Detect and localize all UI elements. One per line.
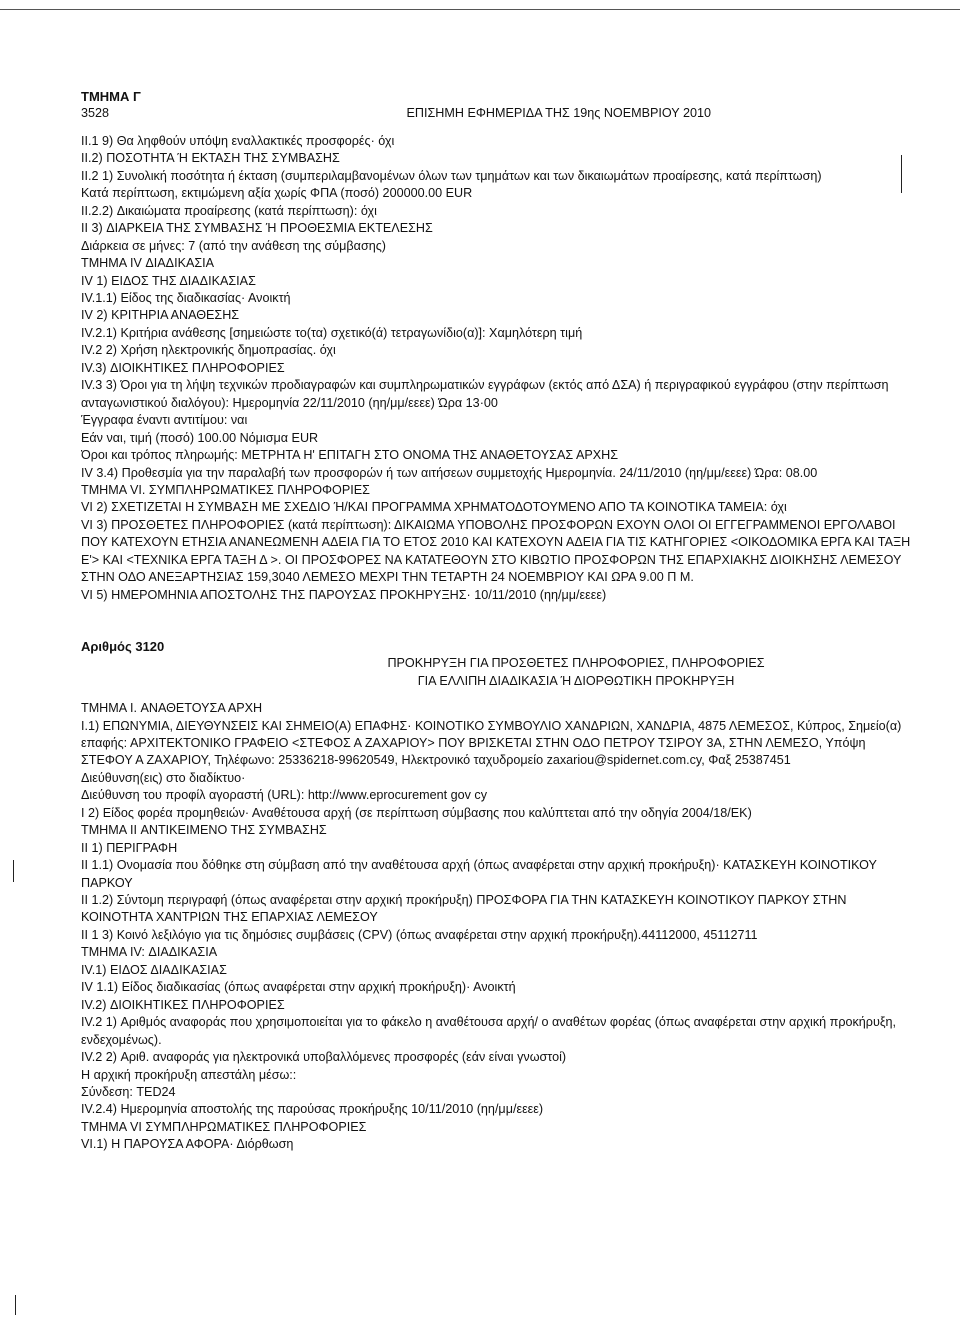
text-line: II 1) ΠΕΡΙΓΡΑΦΗ [81,840,178,855]
text-line: Εάν ναι, τιμή (ποσό) 100.00 Νόμισμα EUR [81,430,319,445]
text-line: VI.1) Η ΠΑΡΟΥΣΑ ΑΦΟΡΑ· Διόρθωση [81,1137,294,1152]
text-line: IV.1) ΕΙΔΟΣ ΔΙΑΔΙΚΑΣΙΑΣ [81,962,227,977]
text-line: Η αρχική προκήρυξη απεστάλη μέσω:: [81,1067,297,1082]
text-line: IV.2.4) Ημερομηνία αποστολής της παρούσας προκήρυξης 10/11/2010 (ηη/μμ/εεεε) [81,1102,544,1117]
notice-title [241,638,911,690]
notice-number: Αριθμός 3120 [81,639,165,655]
text-line: Έγγραφα έναντι αντιτίμου: ναι [81,413,248,428]
text-paragraph: I 2) Είδος φορέα προμηθειών· Αναθέτουσα αρχή (σε περίπτωση σύμβασης που καλύπτεται από την οδηγία 2004/18/ΕΚ) [81,805,752,820]
running-head [81,105,711,122]
text-line: Κατά περίπτωση, εκτιμώμενη αξία χωρίς ΦΠΑ (ποσό) 200000.00 EUR [81,186,473,201]
text-paragraph: II 1.2) Σύντομη περιγραφή (όπως αναφέρεται στην αρχική προκήρυξη) ΠΡΟΣΦΟΡΑ ΓΙΑ ΤΗΝ ΚΑΤΑΣΚΕΥΗ ΚΟΙΝΟΤΙΚΟΥ ΠΑΡΚΟΥ ΣΤΗΝ ΚΟΙΝΟΤΗΤΑ ΧΑΝΤΡΙΩΝ ΤΗΣ ΕΠΑΡΧΙΑΣ ΛΕΜΕΣΟΥ [81,893,847,925]
notice-title-line: ΓΙΑ ΕΛΛΙΠΗ ΔΙΑΔΙΚΑΣΙΑ Ή ΔΙΟΡΘΩΤΙΚΗ ΠΡΟΚΗΡΥΞΗ [417,673,735,688]
text-line: Διεύθυνση(εις) στο διαδίκτυο· [81,770,246,785]
section-header: ΤΜΗΜΑ Γ [81,89,141,104]
text-line: Όροι και τρόπος πληρωμής: ΜΕΤΡΗΤΑ Η' ΕΠΙΤΑΓΗ ΣΤΟ ΟΝΟΜΑ ΤΗΣ ΑΝΑΘΕΤΟΥΣΑΣ ΑΡΧΗΣ [81,448,619,463]
text-paragraph: II 1 3) Κοινό λεξιλόγιο για τις δημόσιες συμβάσεις (CPV) (όπως αναφέρεται στην αρχική προκήρυξη).44112000, 45112711 [81,927,758,942]
text-line: IV 1) ΕΙΔΟΣ ΤΗΣ ΔΙΑΔΙΚΑΣΙΑΣ [81,273,256,288]
text-line: II.2) ΠΟΣΟΤΗΤΑ Ή ΕΚΤΑΣΗ ΤΗΣ ΣΥΜΒΑΣΗΣ [81,151,340,166]
text-line: VI 5) ΗΜΕΡΟΜΗΝΙΑ ΑΠΟΣΤΟΛΗΣ ΤΗΣ ΠΑΡΟΥΣΑΣ ΠΡΟΚΗΡΥΞΗΣ· 10/11/2010 (ηη/μμ/εεεε) [81,587,607,602]
notice-title-line: ΠΡΟΚΗΡΥΞΗ ΓΙΑ ΠΡΟΣΘΕΤΕΣ ΠΛΗΡΟΦΟΡΙΕΣ, ΠΛΗΡΟΦΟΡΙΕΣ [387,656,765,671]
text-line: II.1 9) Θα ληφθούν υπόψη εναλλακτικές προσφορές· όχι [81,133,395,148]
text-line: II.2.2) Δικαιώματα προαίρεσης (κατά περίπτωση): όχι [81,203,377,218]
document-page [81,88,911,1154]
text-line: IV.2) ΔΙΟΙΚΗΤΙΚΕΣ ΠΛΗΡΟΦΟΡΙΕΣ [81,997,285,1012]
text-line: Διάρκεια σε μήνες: 7 (από την ανάθεση της σύμβασης) [81,238,386,253]
text-paragraph: II 1.1) Ονομασία που δόθηκε στη σύμβαση από την αναθέτουσα αρχή (όπως αναφέρεται στην αρχική προκήρυξη)· ΚΑΤΑΣΚΕΥΗ ΚΟΙΝΟΤΙΚΟΥ ΠΑΡΚΟΥ [81,858,877,890]
text-line: Σύνδεση: TED24 [81,1085,176,1100]
text-line: ΤΜΗΜΑ IV ΔΙΑΔΙΚΑΣΙΑ [81,256,215,271]
text-paragraph: VI 3) ΠΡΟΣΘΕΤΕΣ ΠΛΗΡΟΦΟΡΙΕΣ (κατά περίπτωση): ΔΙΚΑΙΩΜΑ ΥΠΟΒΟΛΗΣ ΠΡΟΣΦΟΡΩΝ ΕΧΟΥΝ ΟΛΟΙ ΟΙ ΕΓΓΕΓΡΑΜΜΕΝΟΙ ΕΡΓΟΛΑΒΟΙ ΠΟΥ ΚΑΤΕΧΟΥΝ ΕΤΗΣΙΑ ΑΝΑΝΕΩΜΕΝΗ ΑΔΕΙΑ ΓΙΑ ΤΟ ΕΤΟΣ 2010 ΚΑΙ ΚΑΤΕΧΟΥΝ ΑΔΕΙΑ ΓΙΑ ΤΙΣ ΚΑΤΗΓΟΡΙΕΣ <ΟΙΚΟΔΟΜΙΚΑ ΕΡΓΑ ΚΑΙ ΤΑΞΗ Ε'> ΚΑΙ <ΤΕΧΝΙΚΑ ΕΡΓΑ ΤΑΞΗ Δ >. ΟΙ ΠΡΟΣΦΟΡΕΣ ΝΑ ΚΑΤΑΤΕΘΟΥΝ ΣΤΟ ΚΙΒΩΤΙΟ ΠΡΟΣΦΟΡΩΝ ΤΗΣ ΕΠΑΡΧΙΑΚΗΣ ΔΙΟΙΚΗΣΗΣ ΛΕΜΕΣΟΥ ΣΤΗΝ ΟΔΟ ΑΝΕΞΑΡΤΗΣΙΑΣ 159,3040 ΛΕΜΕΣΟ ΜΕΧΡΙ ΤΗΝ ΤΕΤΑΡΤΗ 24 ΝΟΕΜΒΡΙΟΥ ΚΑΙ ΩΡΑ 9.00 Π Μ. [81,517,911,585]
text-line: IV.2.1) Κριτήρια ανάθεσης [σημειώστε το(τα) σχετικό(ά) τετραγωνίδιο(α)]: Χαμηλότερη τιμή [81,325,583,340]
scan-mark [15,1295,16,1315]
text-paragraph: IV.2 1) Αριθμός αναφοράς που χρησιμοποιείται για το φάκελο η αναθέτουσα αρχή/ ο αναθέτων φορέας (όπως αναφέρεται στην αρχική προκήρυξη, ενδεχομένως). [81,1015,897,1047]
text-paragraph: IV.3 3) Όροι για τη λήψη τεχνικών προδιαγραφών και συμπληρωματικών εγγράφων (εκτός από ΔΣΑ) ή περιγραφικού εγγράφου (στην περίπτωση ανταγωνιστικού διαλόγου): Ημερομηνία 22/11/2010 (ηη/μμ/εεεε) Ώρα 13·00 [81,378,889,410]
text-paragraph: IV 3.4) Προθεσμία για την παραλαβή των προσφορών ή των αιτήσεων συμμετοχής Ημερομηνία. 24/11/2010 (ηη/μμ/εεεε) Ώρα: 08.00 [81,465,818,480]
text-line: IV 1.1) Είδος διαδικασίας (όπως αναφέρεται στην αρχική προκήρυξη)· Ανοικτή [81,980,516,995]
text-line: ΤΜΗΜΑ VI ΣΥΜΠΛΗΡΩΜΑΤΙΚΕΣ ΠΛΗΡΟΦΟΡΙΕΣ [81,1119,367,1134]
text-line: ΤΜΗΜΑ IV: ΔΙΑΔΙΚΑΣΙΑ [81,945,218,960]
text-paragraph: II.2 1) Συνολική ποσότητα ή έκταση (συμπεριλαμβανομένων όλων των τμημάτων και των δικαιωμάτων προαίρεσης, κατά περίπτωση) [81,168,822,183]
notice-heading [81,638,911,690]
text-paragraph: VI 2) ΣΧΕΤΙΖΕΤΑΙ Η ΣΥΜΒΑΣΗ ΜΕ ΣΧΕΔΙΟ Ή/ΚΑΙ ΠΡΟΓΡΑΜΜΑ ΧΡΗΜΑΤΟΔΟΤΟΥΜΕΝΟ ΑΠΟ ΤΑ ΚΟΙΝΟΤΙΚΑ ΤΑΜΕΙΑ: όχι [81,500,787,515]
text-line: ΤΜΗΜΑ II ΑΝΤΙΚΕΙΜΕΝΟ ΤΗΣ ΣΥΜΒΑΣΗΣ [81,823,327,838]
text-line: IV.1.1) Είδος της διαδικασίας· Ανοικτή [81,290,291,305]
text-line: IV.2 2) Χρήση ηλεκτρονικής δημοπρασίας. όχι [81,343,336,358]
scan-top-line [0,9,960,10]
text-paragraph: I.1) ΕΠΩΝΥΜΙΑ, ΔΙΕΥΘΥΝΣΕΙΣ ΚΑΙ ΣΗΜΕΙΟ(Α) ΕΠΑΦΗΣ· ΚΟΙΝΟΤΙΚΟ ΣΥΜΒΟΥΛΙΟ ΧΑΝΔΡΙΩΝ, ΧΑΝΔΡΙΑ, 4875 ΛΕΜΕΣΟΣ, Κύπρος, Σημείο(α) επαφής: ΑΡΧΙΤΕΚΤΟΝΙΚΟ ΓΡΑΦΕΙΟ <ΣΤΕΦΟΣ Α ΖΑΧΑΡΙΟΥ> ΠΟΥ ΒΡΙΣΚΕΤΑΙ ΣΤΗΝ ΟΔΟ ΠΕΤΡΟΥ ΤΣΙΡΟΥ 3Α, ΣΤΗΝ ΛΕΜΕΣΟ, Υπόψη ΣΤΕΦΟΥ Α ΖΑΧΑΡΙΟΥ, Τηλέφωνο: 25336218-99620549, Ηλεκτρονικό ταχυδρομείο zaxariou@spidernet.com.cy, Φαξ 25387451 [81,718,902,768]
text-line: ΤΜΗΜΑ VI. ΣΥΜΠΛΗΡΩΜΑΤΙΚΕΣ ΠΛΗΡΟΦΟΡΙΕΣ [81,482,370,497]
text-line: II 3) ΔΙΑΡΚΕΙΑ ΤΗΣ ΣΥΜΒΑΣΗΣ Ή ΠΡΟΘΕΣΜΙΑ ΕΚΤΕΛΕΣΗΣ [81,221,433,236]
scan-mark [13,860,14,882]
text-line: IV 2) ΚΡΙΤΗΡΙΑ ΑΝΑΘΕΣΗΣ [81,308,240,323]
page-number: 3528 [81,106,110,121]
journal-title: ΕΠΙΣΗΜΗ ΕΦΗΜΕΡΙΔΑ ΤΗΣ 19ης ΝΟΕΜΒΡΙΟΥ 2010 [406,106,711,121]
text-line: Διεύθυνση του προφίλ αγοραστή (URL): http://www.eprocurement gov cy [81,788,488,803]
text-line: IV.2 2) Αριθ. αναφοράς για ηλεκτρονικά υποβαλλόμενες προσφορές (εάν είναι γνωστοί) [81,1050,567,1065]
text-line: IV.3) ΔΙΟΙΚΗΤΙΚΕΣ ΠΛΗΡΟΦΟΡΙΕΣ [81,360,285,375]
text-line: ΤΜΗΜΑ I. ΑΝΑΘΕΤΟΥΣΑ ΑΡΧΗ [81,701,263,716]
